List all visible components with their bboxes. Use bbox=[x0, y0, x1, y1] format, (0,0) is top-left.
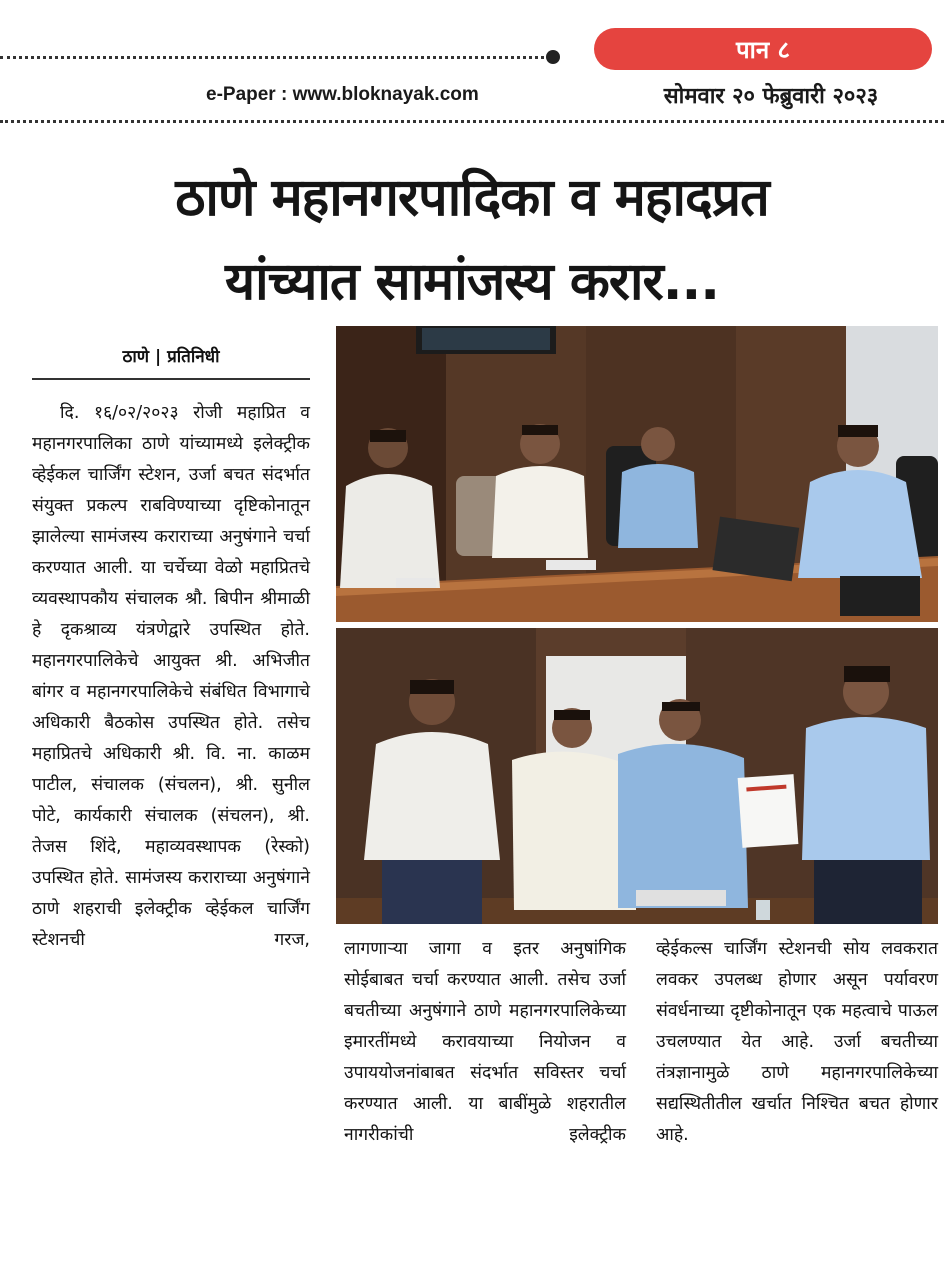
article-headline bbox=[20, 156, 924, 324]
issue-date: सोमवार २० फेब्रुवारी २०२३ bbox=[663, 84, 879, 109]
dateline: ठाणे | प्रतिनिधी bbox=[122, 347, 220, 367]
headline-line-1: ठाणे महानगरपादिका व महादप्रत bbox=[175, 168, 769, 228]
rule-end-dot bbox=[546, 50, 560, 64]
article-column-2: लागणाऱ्या जागा व इतर अनुषांगिक सोईबाबत चर्चा करण्यात आली. तसेच उर्जा बचतीच्या अनुषंगाने ठाणे महानगरपालिकेच्या इमारतींमध्ये करावयाच्या नियोजन व उपाययोजनांबाबत संदर्भात सविस्तर चर्चा करण्यात आली. या बाबींमुळे शहरातील नागरीकांची इलेक्ट्रीक bbox=[344, 939, 626, 1145]
masthead-dotted-rule bbox=[0, 120, 944, 123]
article-column-3: व्हेईकल्स चार्जिंग स्टेशनची सोय लवकरात लवकर उपलब्ध होणार असून पर्यावरण संवर्धनाच्या दृष्टीकोनातून एक महत्वाचे पाऊल उचलण्यात येत आहे. उर्जा बचतीच्या तंत्रज्ञानामुळे ठाणे महानगरपालिकेच्या सद्यस्थितीतील खर्चात निश्चित बचत होणार आहे. bbox=[656, 939, 938, 1145]
dateline-rule bbox=[32, 378, 310, 380]
meeting-photo bbox=[336, 326, 938, 622]
page-number-badge: पान ८ bbox=[594, 28, 932, 70]
epaper-url[interactable]: e-Paper : www.bloknayak.com bbox=[206, 84, 479, 105]
article-column-1: दि. १६/०२/२०२३ रोजी महाप्रित व महानगरपालिका ठाणे यांच्यामध्ये इलेक्ट्रीक व्हेईकल चार्जिंग स्टेशन, उर्जा बचत संदर्भात संयुक्त प्रकल्प राबविण्याच्या दृष्टिकोनातून झालेल्या सामंजस्य कराराच्या अनुषंगाने चर्चा करण्यात आली. या चर्चेच्या वेळो महाप्रितचे व्यवस्थापकौय संचालक श्रौ. बिपीन श्रीमाळी हे दृकश्राव्य यंत्रणेद्वारे उपस्थित होते. महानगरपालिकेचे आयुक्त श्री. अभिजीत बांगर व महानगरपालिकेचे संबंधित विभागाचे अधिकारी बैठकोस उपस्थित होते. तसेच महाप्रितचे अधिकारी श्री. वि. ना. काळम पाटील, संचालक (संचलन), श्री. सुनील पोटे, कार्यकारी संचालक (संचलन), श्री. तेजस शिंदे, महाव्यवस्थापक (रेस्को) उपस्थित होते. सामंजस्य कराराच्या अनुषंगाने ठाणे शहराची इलेक्ट्रीक व्हेईकल चार्जिंग स्टेशनची गरज, bbox=[32, 403, 310, 950]
mou-exchange-photo bbox=[336, 628, 938, 924]
headline-line-2: यांच्यात सामांजस्य करार... bbox=[224, 252, 720, 312]
top-dotted-rule bbox=[0, 56, 550, 59]
